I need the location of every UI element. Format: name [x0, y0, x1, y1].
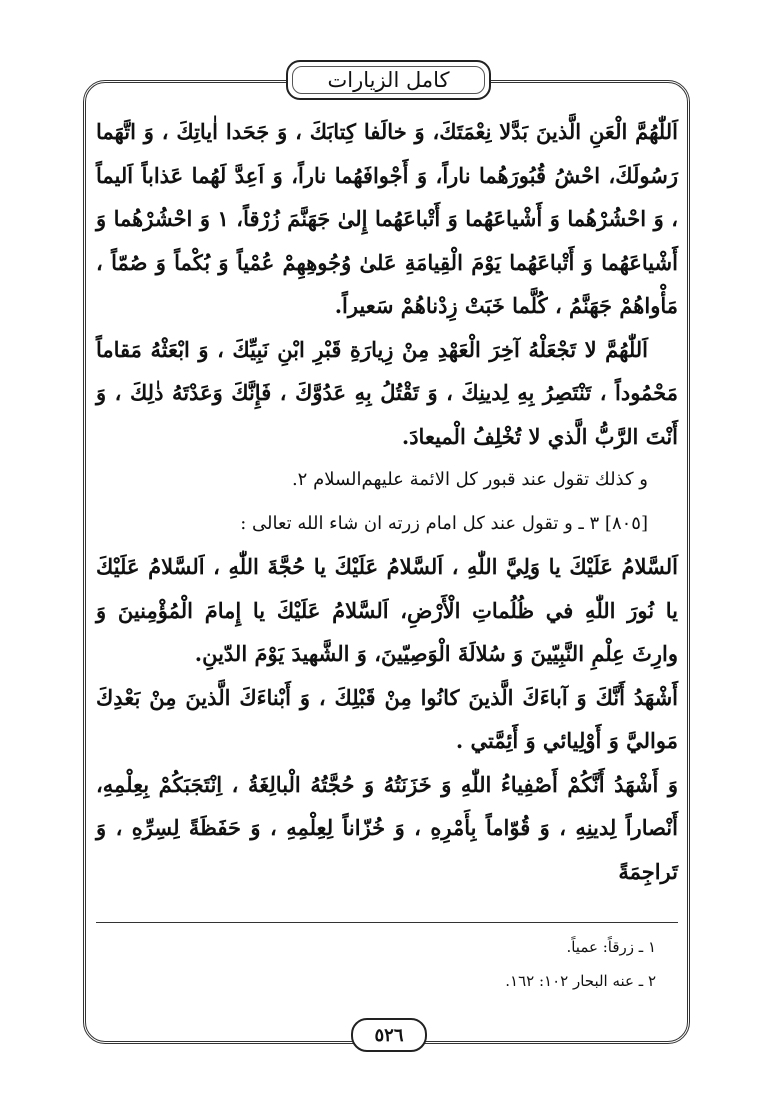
- paragraph-6: أَشْهَدُ أَنَّكَ وَ آباءَكَ الَّذينَ كانُوا مِنْ قَبْلِكَ ، وَ أَبْناءَكَ الَّذينَ مِنْ بَعْدِكَ مَواليَّ وَ أَوْلِيائي وَ أَئِمَّتي .: [96, 684, 678, 753]
- footnote-1: ١ ـ زرقاً: عمياً.: [566, 938, 656, 956]
- footnote-2: ٢ ـ عنه البحار ١٠٢: ١٦٢.: [505, 972, 656, 990]
- footnote-divider: [96, 922, 678, 923]
- body-text: [96, 110, 678, 893]
- paragraph-4-heading: [٨٠٥] ٣ ـ و تقول عند كل امام زرته ان شاء الله تعالى :: [240, 512, 648, 534]
- paragraph-2: اَللّٰهُمَّ لا تَجْعَلْهُ آخِرَ الْعَهْدِ مِنْ زِيارَةِ قَبْرِ ابْنِ نَبِيِّكَ ، وَ ابْعَثْهُ مَقاماً مَحْمُوداً ، تَنْتَصِرُ بِهِ لِدينِكَ ، وَ تَقْتُلُ بِهِ عَدُوَّكَ ، فَإِنَّكَ وَعَدْتَهُ ذٰلِكَ ، وَ أَنْتَ الرَّبُّ الَّذي لا تُخْلِفُ الْميعادَ.: [96, 336, 678, 449]
- running-header: [286, 60, 491, 100]
- paragraph-3-note: و كذلك تقول عند قبور كل الائمة عليهم‌السلام ٢.: [291, 469, 648, 490]
- page-number-text: ٥٢٦: [374, 1024, 404, 1046]
- paragraph-1: اَللّٰهُمَّ الْعَنِ الَّذينَ بَدَّلا نِعْمَتَكَ، وَ خالَفا كِتابَكَ ، وَ جَحَدا اٰياتِكَ ، وَ اتَّهَما رَسُولَكَ، احْشُ قُبُورَهُما ناراً، وَ أَجْوافَهُما ناراً، وَ اَعِدَّ لَهُما عَذاباً اَليماً ، وَ احْشُرْهُما وَ أَشْياعَهُما وَ أَتْباعَهُما إِلىٰ جَهَنَّمَ زُرْقاً، ١ وَ احْشُرْهُما وَ أَشْياعَهُما وَ أَتْباعَهُما يَوْمَ الْقِيامَةِ عَلىٰ وُجُوهِهِمْ عُمْياً وَ بُكْماً وَ صُمّاً ، مَأْواهُمْ جَهَنَّمُ ، كُلَّما خَبَتْ زِدْناهُمْ سَعيراً.: [96, 119, 678, 318]
- paragraph-5: اَلسَّلامُ عَلَيْكَ يا وَلِيَّ اللّٰهِ ، اَلسَّلامُ عَلَيْكَ يا حُجَّةَ اللّٰهِ ، اَلسَّلامُ عَلَيْكَ يا نُورَ اللّٰهِ في ظُلُماتِ الْأَرْضِ، اَلسَّلامُ عَلَيْكَ يا إِمامَ الْمُؤْمِنينَ وَ وارِثَ عِلْمِ النَّبِيّينَ وَ سُلالَةَ الْوَصِيّينَ، وَ الشَّهيدَ يَوْمَ الدّينِ.: [96, 554, 678, 666]
- footnotes: [96, 930, 656, 998]
- page-number: [351, 1018, 427, 1052]
- header-title: كامل الزيارات: [327, 68, 450, 92]
- paragraph-7: وَ أَشْهَدُ أَنَّكُمْ أَصْفِياءُ اللّٰهِ وَ خَزَنَتُهُ وَ حُجَّتُهُ الْبالِغَةُ ، اِنْتَجَبَكُمْ بِعِلْمِهِ، أَنْصاراً لِدينِهِ ، وَ قُوّاماً بِأَمْرِهِ ، وَ خُزّاناً لِعِلْمِهِ ، وَ حَفَظَةً لِسِرِّهِ ، وَ تَراجِمَةً: [96, 771, 678, 884]
